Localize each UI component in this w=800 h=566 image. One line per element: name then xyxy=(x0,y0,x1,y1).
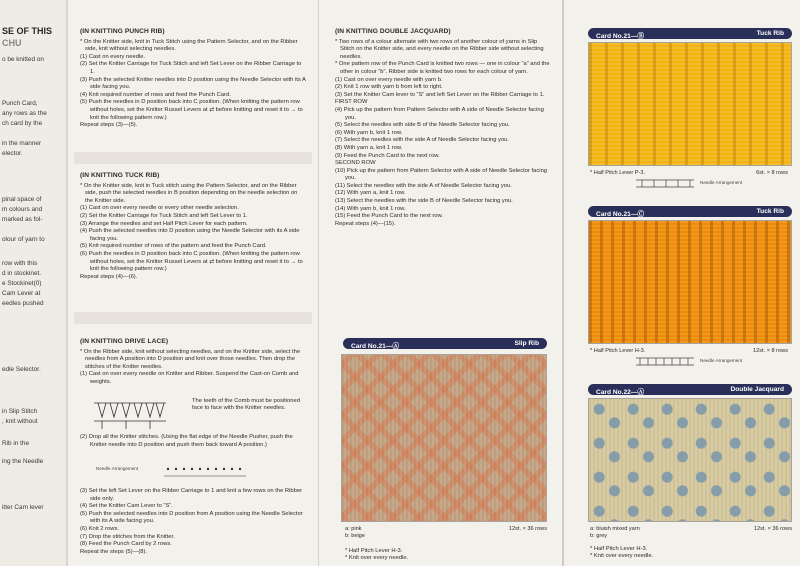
fragment-text: Punch Card, xyxy=(2,100,38,107)
card-header-double-jacquard xyxy=(588,384,792,395)
card-number: Card No.21—Ⓑ xyxy=(596,32,644,40)
fragment-text: , knit without xyxy=(2,418,38,425)
card-gauge: 12st. × 36 rows xyxy=(753,526,792,532)
tuck-rib-section xyxy=(80,172,306,281)
step-item: (5) Push the needles in D position back into C position. (When knitting the pattern row without holes, set the Knitter Russel Levers at ⇄ before knitting and reset it to → to knit the following pattern row.) xyxy=(80,99,303,121)
section-heading: (IN KNITTING PUNCH RIB) xyxy=(80,28,165,35)
step-list xyxy=(335,107,551,160)
fragment-text: any rows as the xyxy=(2,110,47,117)
fragment-text: o be knitted on xyxy=(2,56,44,63)
step-item: (2) Knit 1 row with yarn b from left to right. xyxy=(335,84,443,91)
fragment-text: itter Cam lever xyxy=(2,504,44,511)
step-item: (7) Drop the stitches from the Knitter. xyxy=(80,533,175,540)
fragment-text: in Slip Stitch xyxy=(2,408,38,415)
left-partial-page xyxy=(0,0,66,566)
fragment-text: Cam Lever at xyxy=(2,290,41,297)
card-number: Card No.21—Ⓐ xyxy=(351,342,399,350)
step-list xyxy=(80,488,306,549)
card-number: Card No.22—Ⓐ xyxy=(596,388,644,396)
step-item: (9) Feed the Punch Card to the next row. xyxy=(335,152,440,159)
comb-note: The teeth of the Comb must be positioned face to face with the Knitter needles. xyxy=(192,398,300,412)
step-item: (11) Select the needles with the side A of Needle Selector facing you. xyxy=(335,182,512,189)
card-header-tuck-rib-b xyxy=(588,28,792,39)
fragment-text: in the manner xyxy=(2,140,42,147)
subheading: FIRST ROW xyxy=(335,99,368,106)
step-item: (6) Push the needles in D position back into C position. (When knitting the pattern row without holes, set the Knitter Russel Levers at ⇄ before knitting and reset it to → to knit the following pattern row.) xyxy=(80,250,303,273)
section-intro: * Two rows of a colour alternate with two rows of another colour of yarns in Slip Stitch on the Knitter side, and every needle on the Ribber side without selecting needles. xyxy=(335,39,551,62)
fragment-text: olour of yarn to xyxy=(2,236,45,243)
fragment-text: e Stockinet(0) xyxy=(2,280,42,287)
step-list xyxy=(80,205,306,273)
step-item: (5) Push the selected needles into D position from A position using the Needle Selector with its A side facing you. xyxy=(80,510,303,525)
double-jacquard-swatch-image xyxy=(588,398,792,522)
fragment-text: d in stockinet. xyxy=(2,270,42,277)
yarn-b-label: b: grey xyxy=(590,533,608,539)
repeat-note: Repeat steps (4)—(6). xyxy=(80,273,138,280)
needle-arrangement-label: Needle Arrangement xyxy=(700,358,743,363)
yarn-b-label: b: beige xyxy=(345,533,365,539)
tuck-rib-c-swatch-image xyxy=(588,220,792,344)
card-title: Double Jacquard xyxy=(730,385,784,393)
subheading: SECOND ROW xyxy=(335,160,376,167)
card-note: * Knit over every needle. xyxy=(345,555,409,562)
step-list xyxy=(335,77,551,100)
section-intro: * One pattern row of the Punch Card is knitted two rows — one in colour “a” and the other in colour “b”. Ribber side is knitted two rows for each colour of yarn. xyxy=(335,61,551,76)
fragment-text: row with this xyxy=(2,260,38,267)
step-item: (6) With yarn b, knit 1 row. xyxy=(335,129,403,136)
card-title: Slip Rib xyxy=(514,339,539,347)
section-intro: * On the Knitter side, knit in Tuck stitch using the Pattern Selector, and on the Ribber side, push the selected needles in B position depending on the needle selection on the Knitter side. xyxy=(80,183,306,206)
fragment-text: ch card by the xyxy=(2,120,43,127)
slip-rib-swatch-image xyxy=(341,354,547,522)
needle-arrangement-diagram xyxy=(164,466,260,480)
step-item: (2) Set the Knitter Carriage for Tuck Stitch and left Set Lever on the Ribber Carriage to 1. xyxy=(80,61,302,75)
card-note: * Half Pitch Lever H-3. xyxy=(345,548,403,554)
step-item: (1) Cast on over every needle on Knitter and Ribber. Suspend the Cast-on Comb and weights. xyxy=(80,371,299,385)
shaded-band xyxy=(74,152,312,164)
fragment-text: eedles pushed xyxy=(2,300,44,307)
section-heading: (IN KNITTING DOUBLE JACQUARD) xyxy=(335,28,451,35)
section-heading: (IN KNITTING TUCK RIB) xyxy=(80,172,160,179)
card-yarn-legend xyxy=(345,526,445,540)
step-item: (4) Knit required number of rows and feed the Punch Card. xyxy=(80,91,231,98)
needle-arrangement-diagram xyxy=(636,356,696,368)
fragment-heading-faded: CHU xyxy=(2,38,22,48)
card-title: Tuck Rib xyxy=(756,29,784,37)
repeat-note: Repeat the steps (5)—(8). xyxy=(80,548,148,555)
card-title: Tuck Rib xyxy=(756,207,784,215)
card-note: * Half Pitch Lever H-3. xyxy=(590,348,646,354)
fragment-text: m colours and xyxy=(2,206,43,213)
card-notes xyxy=(590,546,790,561)
fragment-text: edle Selector. xyxy=(2,366,41,373)
step-item: (7) Select the needles with the side A of Needle Selector facing you. xyxy=(335,137,510,144)
step-item: (8) Feed the Punch Card by 2 rows. xyxy=(80,541,172,548)
needle-arrangement-label: Needle Arrangement xyxy=(700,180,743,185)
comb-illustration xyxy=(90,395,170,431)
fragment-text: marked as fol- xyxy=(2,216,43,223)
step-item: (13) Select the needles with the side B of Needle Selector facing you. xyxy=(335,198,513,205)
step-item: (6) Knit 2 rows. xyxy=(80,525,119,532)
card-gauge: 12st. × 36 rows xyxy=(508,526,547,532)
punch-rib-section xyxy=(80,28,306,130)
card-number: Card No.21—Ⓒ xyxy=(596,210,644,218)
double-jacquard-section xyxy=(335,28,551,228)
repeat-note: Repeat steps (3)—(5). xyxy=(80,122,138,129)
instructions-page-right xyxy=(318,0,562,566)
step-item: (4) Push the selected needles into D position using the Needle Selector with its A side facing you. xyxy=(80,228,300,242)
step-item: (4) Set the Knitter Cam Lever to “S”. xyxy=(80,503,173,510)
step-list xyxy=(80,54,306,122)
card-notes xyxy=(345,548,545,563)
drive-lace-step2 xyxy=(80,434,306,449)
swatch-cards-page xyxy=(562,0,800,566)
fragment-heading: SE OF THIS xyxy=(2,26,53,36)
step-item: (4) Pick up the pattern from Pattern Selector with A side of Needle Selector facing you. xyxy=(335,106,544,121)
step-item: (5) Knit required number of rows of the pattern and feed the Punch Card. xyxy=(80,243,267,250)
step-list xyxy=(335,168,551,221)
card-gauge: 6st. × 8 rows xyxy=(756,170,788,176)
fragment-text: pinal space of xyxy=(2,196,42,203)
step-item: (2) Drop all the Knitter stitches. (Using the flat edge of the Needle Pusher, push the Knitter needle into D position and push them back toward A position.) xyxy=(80,434,293,448)
instructions-page-left xyxy=(68,0,318,566)
card-yarn-legend xyxy=(590,526,710,540)
step-item: (3) Set the left Set Lever on the Ribber Carriage to 1 and knit a few rows on the Ribber side only. xyxy=(80,488,303,502)
repeat-note: Repeat steps (4)—(15). xyxy=(335,220,396,227)
card-header-tuck-rib-c xyxy=(588,206,792,217)
card-note: * Knit over every needle. xyxy=(590,553,654,560)
step-item: (12) With yarn a, knit 1 row. xyxy=(335,190,406,197)
card-gauge: 12st. × 8 rows xyxy=(753,348,788,354)
step-item: (3) Arrange the needles and set Half Pitch Lever for each pattern. xyxy=(80,220,248,227)
yarn-a-label: a: pink xyxy=(345,526,362,532)
tuck-rib-b-swatch-image xyxy=(588,42,792,166)
step-item: (1) Cast on over every needle or every other needle selection. xyxy=(80,205,239,212)
step-item: (3) Set the Knitter Cam lever to “S” and left Set Lever on the Ribber Carriage to 1. xyxy=(335,91,545,98)
step-item: (3) Push the selected Knitter needles into D position using the Needle Selector with its A side facing you. xyxy=(80,76,306,91)
step-item: (14) With yarn b, knit 1 row. xyxy=(335,205,406,212)
step-item: (10) Pick up the pattern from Pattern Selector with A side of Needle Selector facing you. xyxy=(335,167,548,182)
step-item: (5) Select the needles with side B of the Needle Selector facing you. xyxy=(335,122,510,129)
step-item: (8) With yarn a, knit 1 row. xyxy=(335,144,403,151)
fragment-text: elector. xyxy=(2,150,23,157)
step-item: (2) Set the Knitter Carriage for Tuck Stitch and left Set Lever to 1. xyxy=(80,212,248,219)
section-heading: (IN KNITTING DRIVE LACE) xyxy=(80,338,169,345)
fragment-text: Rib in the xyxy=(2,440,29,447)
card-note: * Half Pitch Lever P-3. xyxy=(590,170,646,176)
drive-lace-section xyxy=(80,338,306,387)
drive-lace-steps-rest xyxy=(80,488,306,556)
needle-arrangement-diagram xyxy=(636,178,696,190)
step-item: (1) Cast on every needle. xyxy=(80,53,146,60)
needle-arrangement-label: Needle Arrangement xyxy=(96,466,139,471)
section-intro: * On the Knitter side, knit in Tuck Stitch using the Pattern Selector, and on the Ribber side, knit without selecting needles. xyxy=(80,39,306,54)
card-note: * Half Pitch Lever H-3. xyxy=(590,546,648,552)
step-item: (1) Cast on over every needle with yarn b. xyxy=(335,76,443,83)
shaded-band xyxy=(74,312,312,324)
yarn-a-label: a: bluish mixed yarn xyxy=(590,526,640,532)
card-header-slip-rib xyxy=(343,338,547,349)
step-item: (15) Feed the Punch Card to the next row. xyxy=(335,213,443,220)
fragment-text: ing the Needle xyxy=(2,458,44,465)
section-intro: * On the Ribber side, knit without selecting needles, and on the Knitter side, select the needles from A position into D position and knit over those needles. Then drop the stitches of the Knitter needles. xyxy=(80,349,306,372)
